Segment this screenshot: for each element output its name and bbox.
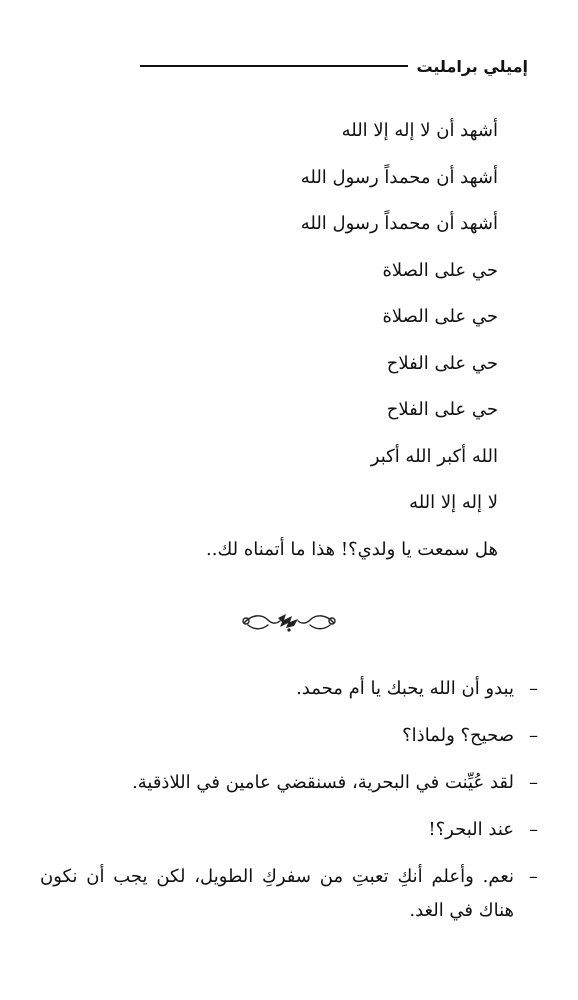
- dialogue-line: [40, 672, 538, 706]
- adhan-poem: [58, 108, 498, 573]
- dialogue-text: عند البحر؟!: [428, 819, 514, 840]
- dialogue-dash: –: [529, 866, 538, 887]
- running-header: [140, 52, 528, 80]
- dialogue-line: [40, 813, 538, 847]
- dialogue-dash: –: [529, 772, 538, 793]
- poem-line: أشهد أن محمداً رسول الله: [300, 213, 498, 234]
- dialogue-text: يبدو أن الله يحبك يا أم محمد.: [296, 678, 514, 699]
- dialogue-text: لقد عُيِّنت في البحرية، فسنقضي عامين في اللاذقية.: [132, 772, 514, 793]
- poem-line: حي على الفلاح: [386, 352, 498, 374]
- header-rule: [140, 65, 408, 67]
- poem-line: أشهد أن لا إله إلا الله: [341, 120, 498, 141]
- dialogue-dash: –: [529, 819, 538, 840]
- author-name: إميلي برامليت: [416, 56, 528, 76]
- poem-line: حي على الصلاة: [382, 306, 498, 327]
- dialogue-text: نعم. وأعلم أنكِ تعبتِ من سفركِ الطويل، لكن يجب أن نكون هناك في الغد.: [40, 866, 514, 921]
- dialogue-dash: –: [529, 725, 538, 746]
- poem-line: لا إله إلا الله: [409, 492, 498, 513]
- poem-line: أشهد أن محمداً رسول الله: [300, 166, 498, 188]
- poem-line: حي على الصلاة: [382, 259, 498, 281]
- dialogue-dash: –: [529, 678, 538, 699]
- dialogue-line: [40, 766, 538, 800]
- dialogue-text: صحيح؟ ولماذا؟: [402, 725, 514, 746]
- dialogue: [40, 672, 538, 941]
- dialogue-line: [40, 860, 538, 928]
- poem-line: الله أكبر الله أكبر: [370, 445, 498, 467]
- dialogue-line: [40, 719, 538, 753]
- poem-line: هل سمعت يا ولدي؟! هذا ما أتمناه لك..: [206, 538, 498, 560]
- poem-line: حي على الفلاح: [386, 399, 498, 420]
- floral-divider-icon: [240, 606, 338, 638]
